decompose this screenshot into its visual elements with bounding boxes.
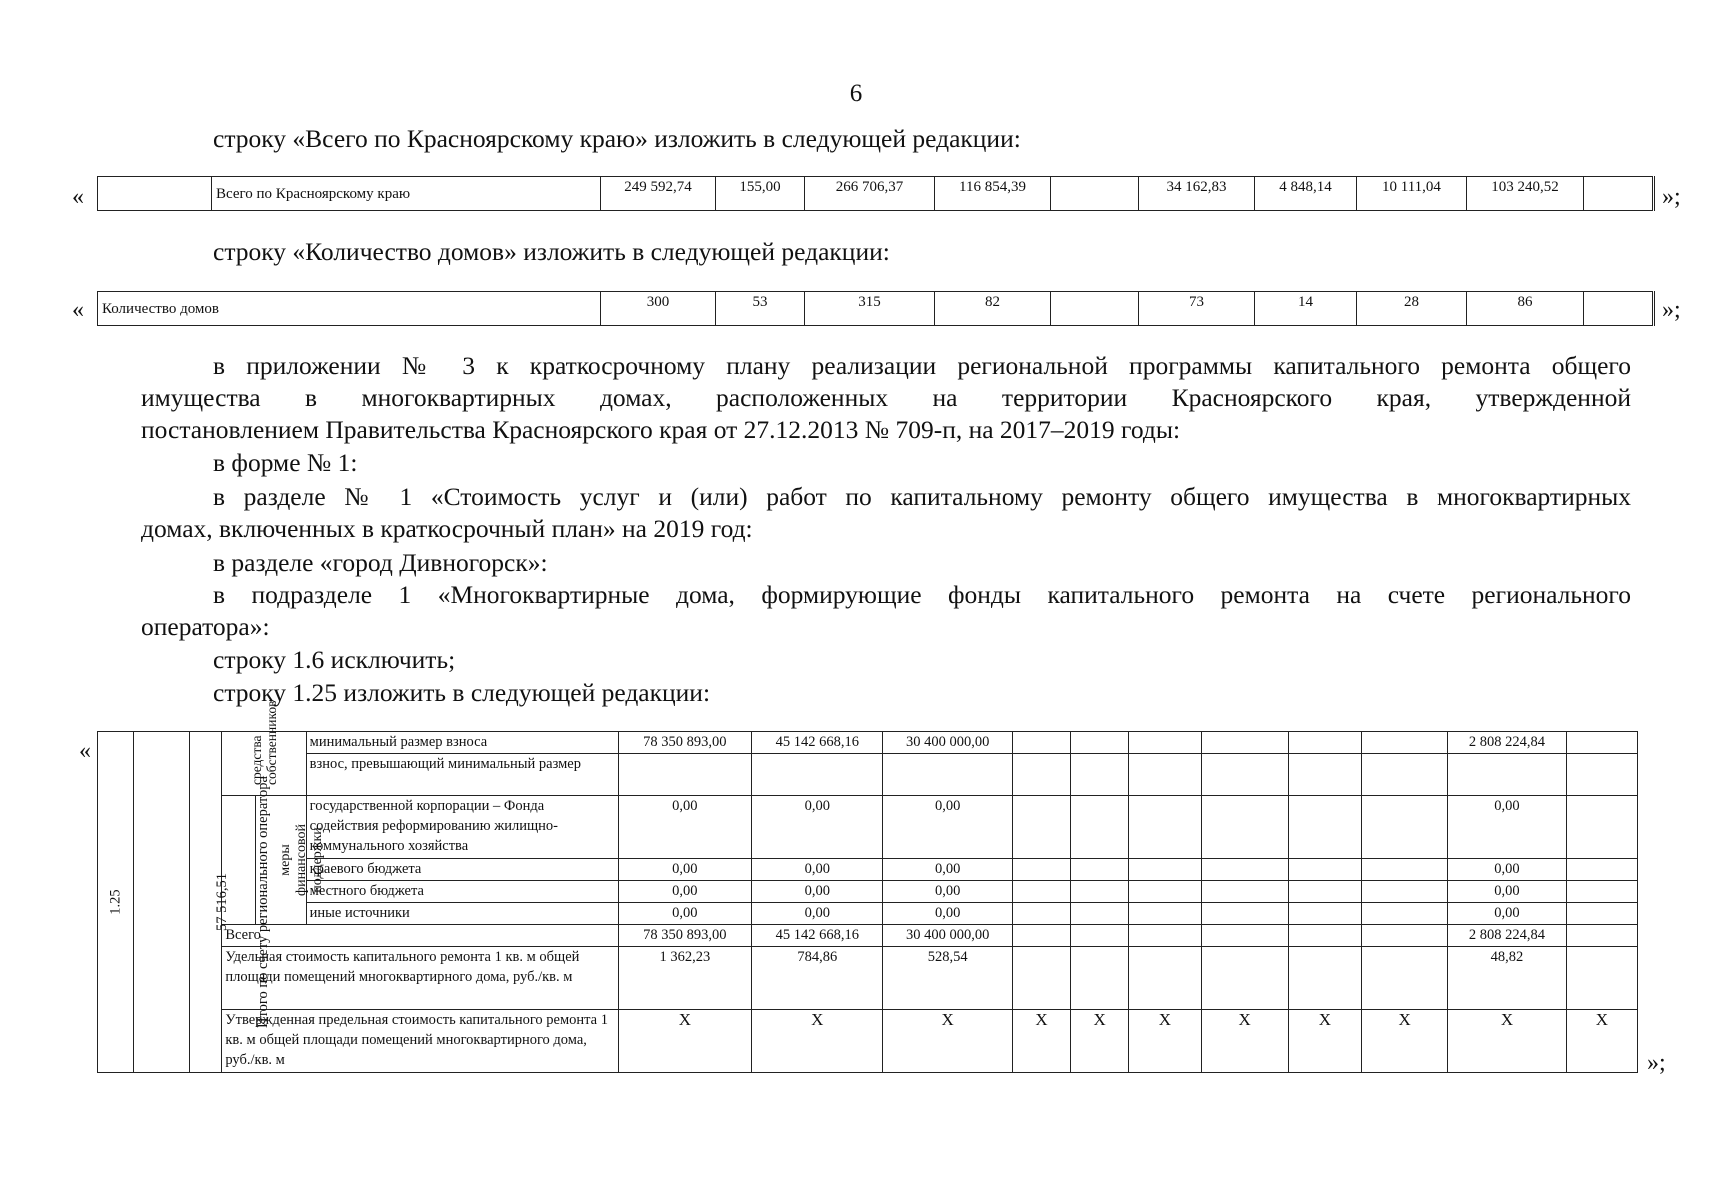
total-cell: 116 854,39 bbox=[935, 177, 1051, 211]
total-cell: 155,00 bbox=[716, 177, 805, 211]
empty-cell bbox=[1288, 947, 1361, 1010]
value-cell: 0,00 bbox=[618, 903, 751, 925]
group-own-label: средства собственников bbox=[249, 700, 279, 785]
empty-cell bbox=[1288, 754, 1361, 796]
value-cell: 78 350 893,00 bbox=[618, 732, 751, 754]
empty-cell bbox=[1129, 947, 1201, 1010]
empty-cell bbox=[1362, 859, 1448, 881]
body-paragraph-line: в подразделе 1 «Многоквартирные дома, формирующие фонды капитального ремонта на счете регионального bbox=[213, 580, 1631, 609]
x-mark: Х bbox=[883, 1010, 1012, 1073]
empty-cell bbox=[1129, 903, 1201, 925]
houses-cell: 28 bbox=[1357, 292, 1467, 326]
value-cell: 784,86 bbox=[752, 947, 883, 1010]
empty-cell bbox=[1201, 796, 1288, 859]
value-cell: 0,00 bbox=[883, 903, 1012, 925]
houses-cell: 315 bbox=[805, 292, 935, 326]
empty-cell bbox=[1071, 732, 1129, 754]
empty-cell bbox=[1566, 947, 1637, 1010]
total-cell: 249 592,74 bbox=[601, 177, 716, 211]
empty-cell bbox=[1012, 796, 1070, 859]
total-cell: 103 240,52 bbox=[1467, 177, 1584, 211]
houses-cell: 86 bbox=[1467, 292, 1584, 326]
total-row-label: Всего по Красноярскому краю bbox=[212, 177, 601, 211]
empty-cell bbox=[1012, 732, 1070, 754]
body-paragraph-line: имущества в многоквартирных домах, расположенных на территории Красноярского края, утвержденной bbox=[141, 383, 1631, 412]
quote-close: »; bbox=[1662, 184, 1681, 210]
value-cell: 0,00 bbox=[883, 881, 1012, 903]
empty-cell bbox=[1012, 754, 1070, 796]
empty-cell bbox=[1071, 754, 1129, 796]
empty-cell bbox=[1129, 881, 1201, 903]
row-label: минимальный размер взноса bbox=[306, 732, 618, 754]
body-paragraph: строку 1.25 изложить в следующей редакции: bbox=[213, 678, 711, 707]
row-label: Удельная стоимость капитального ремонта 1 кв. м общей площади помещений многоквартирного дома, руб./кв. м bbox=[222, 947, 618, 1010]
value-cell: 0,00 bbox=[752, 796, 883, 859]
page-number: 6 bbox=[849, 80, 863, 107]
row-number-cell bbox=[98, 732, 134, 1073]
empty-cell bbox=[1288, 796, 1361, 859]
row-label: государственной корпорации – Фонда содействия реформированию жилищно-коммунального хозяйства bbox=[306, 796, 618, 859]
body-paragraph-line: в приложении № 3 к краткосрочному плану реализации региональной программы капитального ремонта общего bbox=[213, 351, 1631, 380]
empty-cell bbox=[1012, 881, 1070, 903]
body-paragraph: строку 1.6 исключить; bbox=[213, 645, 456, 674]
total-cell: 4 848,14 bbox=[1255, 177, 1357, 211]
quote-open: « bbox=[72, 297, 84, 323]
empty-cell bbox=[1362, 732, 1448, 754]
value-cell bbox=[883, 754, 1012, 796]
x-mark: Х bbox=[1566, 1010, 1637, 1073]
value-cell: 528,54 bbox=[883, 947, 1012, 1010]
empty-cell bbox=[1362, 925, 1448, 947]
value-cell: 1 362,23 bbox=[618, 947, 751, 1010]
empty-cell bbox=[1566, 903, 1637, 925]
value-cell: 0,00 bbox=[883, 859, 1012, 881]
empty-cell bbox=[1071, 859, 1129, 881]
x-mark: Х bbox=[1448, 1010, 1566, 1073]
total-cell: 266 706,37 bbox=[805, 177, 935, 211]
value-cell: 0,00 bbox=[618, 881, 751, 903]
total-cell bbox=[1051, 177, 1139, 211]
empty-cell bbox=[1288, 732, 1361, 754]
empty-cell bbox=[1362, 947, 1448, 1010]
empty-cell bbox=[1566, 732, 1637, 754]
empty-cell bbox=[1288, 859, 1361, 881]
value-cell: 0,00 bbox=[1448, 881, 1566, 903]
total-cell bbox=[1584, 177, 1654, 211]
empty-cell bbox=[1201, 947, 1288, 1010]
houses-cell bbox=[1051, 292, 1139, 326]
value-cell: 0,00 bbox=[1448, 859, 1566, 881]
empty-cell bbox=[1071, 947, 1129, 1010]
row-label: взнос, превышающий минимальный размер bbox=[306, 754, 618, 796]
body-paragraph-line: в разделе № 1 «Стоимость услуг и (или) работ по капитальному ремонту общего имущества в многоквартирных bbox=[213, 482, 1631, 511]
value-cell: 0,00 bbox=[752, 903, 883, 925]
x-mark: Х bbox=[1071, 1010, 1129, 1073]
x-mark: Х bbox=[1201, 1010, 1288, 1073]
empty-cell bbox=[1129, 796, 1201, 859]
empty-cell bbox=[1071, 903, 1129, 925]
empty-cell bbox=[1566, 881, 1637, 903]
value-cell bbox=[1448, 754, 1566, 796]
itogo-label: Итого по счету регионального оператора bbox=[255, 776, 272, 1028]
value-cell: 2 808 224,84 bbox=[1448, 732, 1566, 754]
empty-cell bbox=[1201, 903, 1288, 925]
empty-cell bbox=[1012, 947, 1070, 1010]
empty-cell bbox=[1566, 754, 1637, 796]
value-cell: 45 142 668,16 bbox=[752, 925, 883, 947]
empty-cell bbox=[1288, 925, 1361, 947]
body-paragraph-line: оператора»: bbox=[141, 612, 270, 641]
value-cell bbox=[752, 754, 883, 796]
empty-cell bbox=[1201, 925, 1288, 947]
x-mark: Х bbox=[1129, 1010, 1201, 1073]
empty-cell bbox=[1071, 881, 1129, 903]
empty-cell bbox=[1129, 859, 1201, 881]
empty-cell bbox=[1362, 903, 1448, 925]
houses-row-label: Количество домов bbox=[98, 292, 601, 326]
value-cell bbox=[618, 754, 751, 796]
x-mark: Х bbox=[1288, 1010, 1361, 1073]
value-cell: 78 350 893,00 bbox=[618, 925, 751, 947]
row-label: Всего bbox=[222, 925, 618, 947]
row-label: иные источники bbox=[306, 903, 618, 925]
body-paragraph-line: постановлением Правительства Красноярского края от 27.12.2013 № 709-п, на 2017–2019 годы: bbox=[141, 415, 1181, 444]
body-paragraph-line: домах, включенных в краткосрочный план» на 2019 год: bbox=[141, 514, 753, 543]
empty-cell bbox=[1071, 925, 1129, 947]
row-label: краевого бюджета bbox=[306, 859, 618, 881]
row-label: местного бюджета bbox=[306, 881, 618, 903]
houses-cell: 53 bbox=[716, 292, 805, 326]
houses-cell: 82 bbox=[935, 292, 1051, 326]
empty-cell bbox=[1129, 925, 1201, 947]
empty-cell bbox=[1201, 859, 1288, 881]
empty-cell bbox=[1012, 903, 1070, 925]
empty-cell bbox=[1012, 859, 1070, 881]
value-cell: 2 808 224,84 bbox=[1448, 925, 1566, 947]
empty-cell bbox=[1362, 881, 1448, 903]
quote-close: »; bbox=[1647, 1050, 1666, 1076]
value-cell: 45 142 668,16 bbox=[752, 732, 883, 754]
x-mark: Х bbox=[752, 1010, 883, 1073]
instruction-total-row: строку «Всего по Красноярскому краю» изложить в следующей редакции: bbox=[213, 124, 1021, 153]
empty-cell bbox=[98, 177, 212, 211]
houses-cell: 73 bbox=[1139, 292, 1255, 326]
empty-cell bbox=[1129, 732, 1201, 754]
houses-cell bbox=[1584, 292, 1654, 326]
value-cell: 48,82 bbox=[1448, 947, 1566, 1010]
value-cell: 30 400 000,00 bbox=[883, 732, 1012, 754]
area-value: 57 516,51 bbox=[214, 873, 231, 931]
empty-cell bbox=[1071, 796, 1129, 859]
empty-cell bbox=[1566, 859, 1637, 881]
group-support-label: меры финансовой поддержки bbox=[278, 824, 326, 896]
empty-cell bbox=[1288, 881, 1361, 903]
empty-cell bbox=[1201, 732, 1288, 754]
row-label: Утвержденная предельная стоимость капитального ремонта 1 кв. м общей площади помещений многоквартирного дома, руб./кв. м bbox=[222, 1010, 618, 1073]
value-cell: 0,00 bbox=[618, 859, 751, 881]
total-cell: 10 111,04 bbox=[1357, 177, 1467, 211]
empty-cell bbox=[1201, 754, 1288, 796]
empty-cell bbox=[1129, 754, 1201, 796]
quote-close: »; bbox=[1662, 297, 1681, 323]
value-cell: 30 400 000,00 bbox=[883, 925, 1012, 947]
value-cell: 0,00 bbox=[1448, 903, 1566, 925]
value-cell: 0,00 bbox=[618, 796, 751, 859]
total-cell: 34 162,83 bbox=[1139, 177, 1255, 211]
houses-row-table bbox=[97, 291, 1655, 326]
body-paragraph: в разделе «город Дивногорск»: bbox=[213, 548, 548, 577]
empty-cell bbox=[1362, 754, 1448, 796]
x-mark: Х bbox=[1012, 1010, 1070, 1073]
empty-cell bbox=[1201, 881, 1288, 903]
empty-cell bbox=[1566, 796, 1637, 859]
value-cell: 0,00 bbox=[883, 796, 1012, 859]
x-mark: Х bbox=[618, 1010, 751, 1073]
value-cell: 0,00 bbox=[752, 859, 883, 881]
row-125-table bbox=[97, 700, 1638, 1073]
row-number: 1.25 bbox=[107, 889, 124, 915]
x-mark: Х bbox=[1362, 1010, 1448, 1073]
houses-cell: 14 bbox=[1255, 292, 1357, 326]
value-cell: 0,00 bbox=[1448, 796, 1566, 859]
value-cell: 0,00 bbox=[752, 881, 883, 903]
empty-cell bbox=[1012, 925, 1070, 947]
area-cell bbox=[190, 732, 231, 1073]
empty-cell bbox=[1566, 925, 1637, 947]
empty-cell bbox=[1362, 796, 1448, 859]
total-row-table bbox=[97, 176, 1655, 211]
houses-cell: 300 bbox=[601, 292, 716, 326]
body-paragraph: в форме № 1: bbox=[213, 448, 358, 477]
quote-open: « bbox=[72, 184, 84, 210]
empty-cell bbox=[1288, 903, 1361, 925]
quote-open: « bbox=[79, 738, 91, 764]
instruction-houses-row: строку «Количество домов» изложить в следующей редакции: bbox=[213, 237, 890, 266]
